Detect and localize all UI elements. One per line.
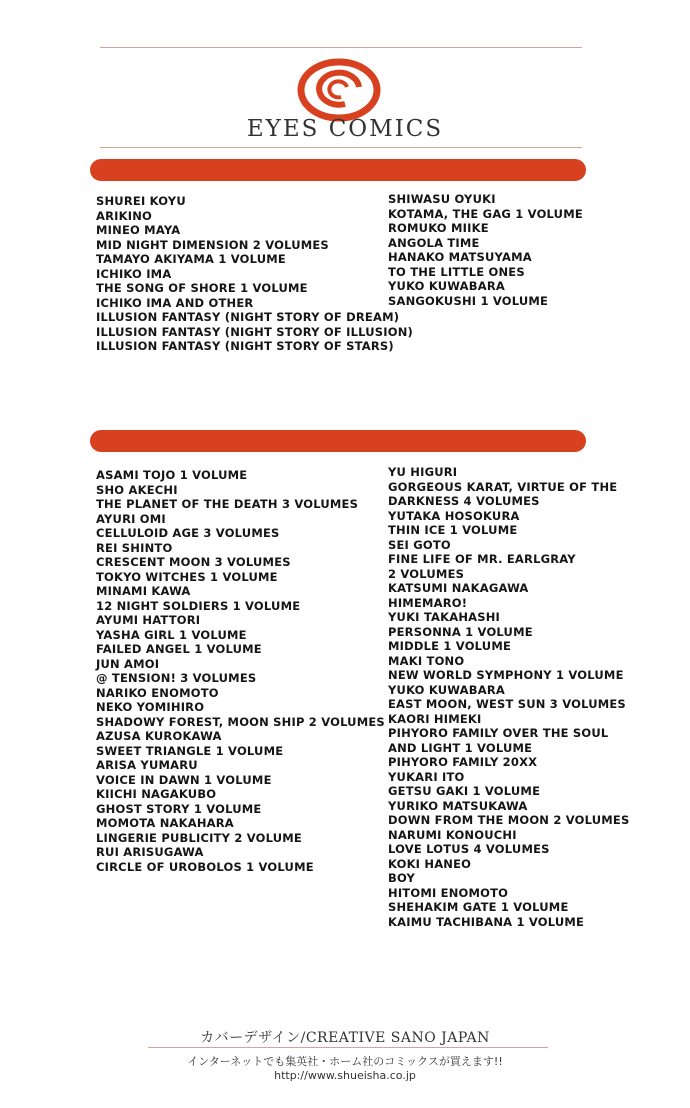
list-item: YUKO KUWABARA — [388, 279, 505, 293]
list-item: KIICHI NAGAKUBO — [96, 787, 217, 801]
list-item: GORGEOUS KARAT, VIRTUE OF THE — [388, 479, 618, 494]
list-item: YUKI TAKAHASHI — [388, 610, 501, 624]
list-item: PIHYORO FAMILY 20XX — [388, 755, 538, 769]
list-item: YU HIGURI — [388, 465, 458, 479]
list-item: FINE LIFE OF MR. EARLGRAY — [388, 552, 576, 566]
section-bar-2 — [90, 430, 586, 452]
list-item: ILLUSION FANTASY (NIGHT STORY OF STARS) — [96, 339, 394, 353]
list-item: SHIWASU OYUKI — [388, 192, 496, 206]
list-item: NARUMI KONOUCHI — [388, 827, 517, 842]
top-divider — [100, 47, 582, 48]
list-item: LOVE LOTUS 4 VOLUMES — [388, 842, 550, 856]
list-item: BOY — [388, 871, 416, 885]
publisher-url: http://www.shueisha.co.jp — [274, 1069, 416, 1082]
list-item: YUKARI ITO — [388, 769, 465, 784]
list-item: 2 VOLUMES — [388, 566, 465, 581]
list-item: HITOMI ENOMOTO — [388, 885, 509, 900]
list-item: JUN AMOI — [96, 656, 160, 671]
list-item: MAKI TONO — [388, 653, 465, 668]
list-item: CRESCENT MOON 3 VOLUMES — [96, 555, 291, 569]
list-item: @ TENSION! 3 VOLUMES — [96, 671, 257, 685]
list-item: FAILED ANGEL 1 VOLUME — [96, 642, 262, 656]
online-purchase-notice: インターネットでも集英社・ホーム社のコミックスが買えます!! — [187, 1055, 503, 1068]
list-item: CELLULOID AGE 3 VOLUMES — [96, 526, 280, 540]
list-item: YASHA GIRL 1 VOLUME — [96, 627, 247, 642]
section-bar-1 — [90, 159, 586, 181]
spiral-logo-icon — [297, 57, 381, 123]
list-item: ASAMI TOJO 1 VOLUME — [96, 468, 248, 482]
list-item: NARIKO ENOMOTO — [96, 685, 219, 700]
list-item: ANGOLA TIME — [388, 235, 480, 250]
list-item: KAIMU TACHIBANA 1 VOLUME — [388, 914, 585, 929]
header-divider — [100, 147, 582, 148]
list-item: ARIKINO — [96, 208, 153, 223]
list-item: THE SONG OF SHORE 1 VOLUME — [96, 281, 308, 295]
list-item: PERSONNA 1 VOLUME — [388, 624, 533, 639]
list-item: THE PLANET OF THE DEATH 3 VOLUMES — [96, 497, 359, 511]
list-item: MIDDLE 1 VOLUME — [388, 639, 512, 653]
list-item: AND LIGHT 1 VOLUME — [388, 740, 533, 755]
list-item: SWEET TRIANGLE 1 VOLUME — [96, 743, 284, 758]
list-item: REI SHINTO — [96, 540, 173, 555]
list-item: THIN ICE 1 VOLUME — [388, 523, 518, 537]
list-item: TOKYO WITCHES 1 VOLUME — [96, 569, 278, 584]
list-item: TO THE LITTLE ONES — [388, 264, 525, 279]
list-item: EAST MOON, WEST SUN 3 VOLUMES — [388, 697, 626, 711]
list-item: NEW WORLD SYMPHONY 1 VOLUME — [388, 668, 624, 682]
list-item: ICHIKO IMA AND OTHER — [96, 295, 254, 310]
list-item: PIHYORO FAMILY OVER THE SOUL — [388, 726, 609, 740]
section2-right-list — [388, 465, 629, 929]
list-item: SHEHAKIM GATE 1 VOLUME — [388, 900, 569, 914]
list-item: MID NIGHT DIMENSION 2 VOLUMES — [96, 237, 329, 252]
list-item: KOKI HANEO — [388, 856, 472, 871]
list-item: VOICE IN DAWN 1 VOLUME — [96, 772, 272, 787]
list-item: MINAMI KAWA — [96, 584, 191, 598]
list-item: NEKO YOMIHIRO — [96, 700, 205, 714]
list-item: KOTAMA, THE GAG 1 VOLUME — [388, 206, 583, 221]
list-item: MOMOTA NAKAHARA — [96, 816, 234, 830]
list-item: SHADOWY FOREST, MOON SHIP 2 VOLUMES — [96, 714, 385, 729]
section1-left-list — [96, 194, 413, 354]
publisher-logo-text: EYES COMICS — [246, 116, 444, 142]
list-item: SHO AKECHI — [96, 482, 178, 497]
section2-left-list — [96, 468, 385, 874]
list-item: KAORI HIMEKI — [388, 711, 482, 726]
list-item: LINGERIE PUBLICITY 2 VOLUME — [96, 830, 302, 845]
list-item: YURIKO MATSUKAWA — [388, 798, 528, 813]
list-item: RUI ARISUGAWA — [96, 845, 204, 859]
list-item: SANGOKUSHI 1 VOLUME — [388, 293, 549, 308]
list-item: YUKO KUWABARA — [388, 682, 505, 697]
list-item: HANAKO MATSUYAMA — [388, 250, 532, 264]
list-item: GETSU GAKI 1 VOLUME — [388, 784, 541, 798]
list-item: GHOST STORY 1 VOLUME — [96, 801, 262, 816]
list-item: DARKNESS 4 VOLUMES — [388, 494, 540, 508]
list-item: TAMAYO AKIYAMA 1 VOLUME — [96, 252, 286, 266]
list-item: 12 NIGHT SOLDIERS 1 VOLUME — [96, 598, 301, 613]
list-item: ROMUKO MIIKE — [388, 221, 489, 235]
list-item: KATSUMI NAKAGAWA — [388, 581, 529, 595]
list-item: YUTAKA HOSOKURA — [388, 508, 520, 523]
section1-right-list — [388, 192, 583, 308]
cover-design-credit: カバーデザイン/CREATIVE SANO JAPAN — [200, 1030, 490, 1046]
list-item: DOWN FROM THE MOON 2 VOLUMES — [388, 813, 630, 827]
footer-divider — [148, 1047, 548, 1048]
list-item: ILLUSION FANTASY (NIGHT STORY OF ILLUSION) — [96, 324, 414, 339]
list-item: AYURI OMI — [96, 511, 166, 526]
list-item: ICHIKO IMA — [96, 266, 172, 281]
list-item: AZUSA KUROKAWA — [96, 729, 222, 743]
list-item: ARISA YUMARU — [96, 758, 198, 772]
list-item: ILLUSION FANTASY (NIGHT STORY OF DREAM) — [96, 310, 400, 324]
list-item: HIMEMARO! — [388, 595, 468, 610]
list-item: SEI GOTO — [388, 537, 451, 552]
list-item: CIRCLE OF UROBOLOS 1 VOLUME — [96, 859, 314, 874]
list-item: SHUREI KOYU — [96, 194, 186, 208]
list-item: MINEO MAYA — [96, 223, 181, 237]
list-item: AYUMI HATTORI — [96, 613, 201, 627]
